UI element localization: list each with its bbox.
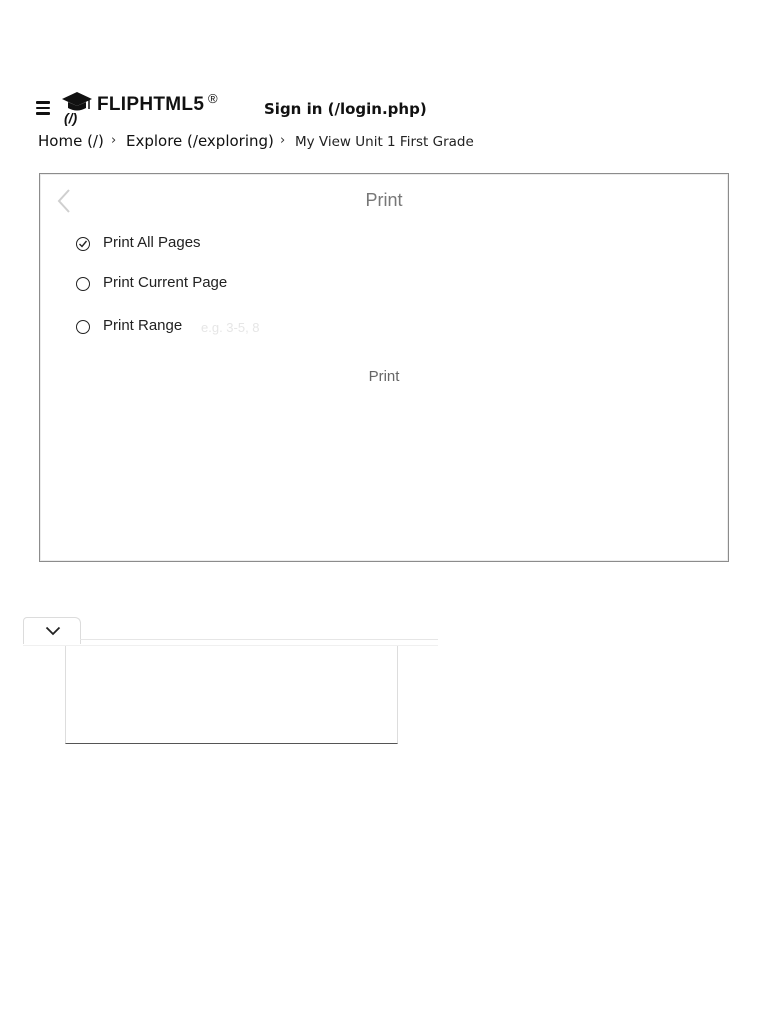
- collapsible-panel: [65, 646, 398, 744]
- site-header: [34, 88, 734, 128]
- breadcrumb: [38, 132, 738, 154]
- breadcrumb-separator: ›: [111, 133, 117, 148]
- print-range-option[interactable]: [76, 317, 476, 339]
- sign-in-link[interactable]: Sign in (/login.php): [264, 100, 427, 118]
- breadcrumb-current-page: My View Unit 1 First Grade: [295, 134, 474, 150]
- breadcrumb-separator: ›: [280, 133, 286, 148]
- hamburger-menu-icon[interactable]: [34, 100, 52, 116]
- registered-mark: ®: [208, 91, 218, 106]
- print-range-label: Print Range: [103, 317, 183, 334]
- breadcrumb-explore-link[interactable]: Explore (/exploring): [126, 132, 274, 150]
- tab-divider: [80, 639, 438, 640]
- radio-unchecked-icon[interactable]: [76, 277, 90, 291]
- radio-checked-icon[interactable]: [76, 237, 90, 251]
- logo[interactable]: [60, 90, 260, 126]
- print-dialog: [39, 173, 729, 562]
- print-all-pages-option[interactable]: [76, 234, 476, 256]
- print-current-page-label: Print Current Page: [103, 274, 228, 291]
- print-dialog-title: Print: [365, 190, 403, 210]
- radio-unchecked-icon[interactable]: [76, 320, 90, 334]
- collapse-toggle-tab[interactable]: [23, 617, 81, 644]
- chevron-down-icon: [45, 626, 61, 636]
- breadcrumb-home-link[interactable]: Home (/): [38, 132, 104, 150]
- print-range-input[interactable]: [201, 317, 321, 337]
- logo-text: FLIPHTML5: [97, 94, 205, 115]
- logo-link-text: (/): [64, 110, 78, 126]
- print-all-pages-label: Print All Pages: [103, 234, 201, 251]
- print-current-page-option[interactable]: [76, 274, 476, 296]
- print-button[interactable]: Print: [368, 368, 400, 385]
